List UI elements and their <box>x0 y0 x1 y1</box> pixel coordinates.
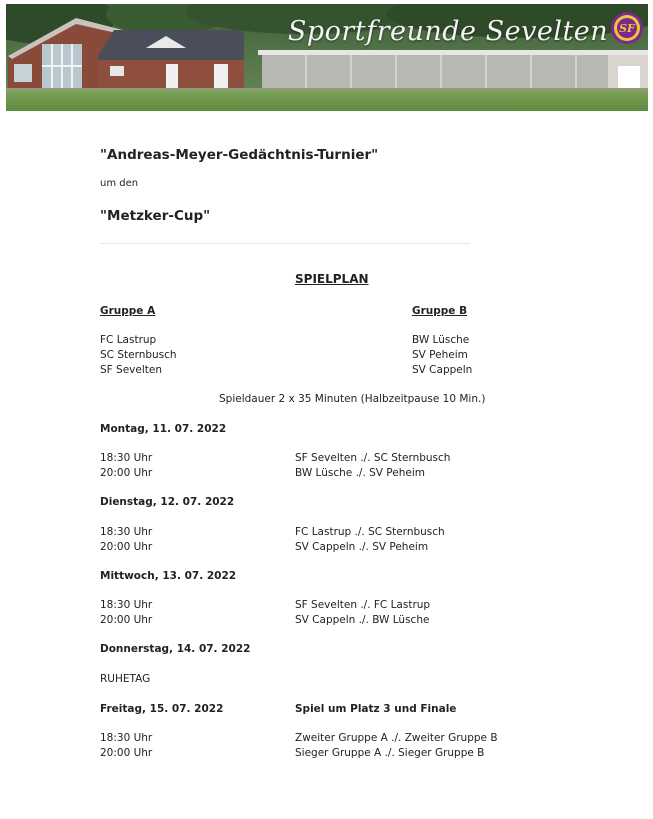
match-time: 18:30 Uhr <box>100 526 153 538</box>
divider <box>100 243 470 244</box>
match-time: 18:30 Uhr <box>100 732 153 744</box>
day-date: Donnerstag, 14. 07. 2022 <box>100 643 251 655</box>
match-pairing: BW Lüsche ./. SV Peheim <box>295 467 425 479</box>
match-time: 20:00 Uhr <box>100 467 153 479</box>
club-name: Sportfreunde Sevelten <box>287 16 609 47</box>
group-b-team: SV Cappeln <box>412 364 473 376</box>
day-date: Mittwoch, 13. 07. 2022 <box>100 570 237 582</box>
match-pairing: SF Sevelten ./. SC Sternbusch <box>295 452 451 464</box>
match-pairing: Sieger Gruppe A ./. Sieger Gruppe B <box>295 747 485 759</box>
cup-name: "Metzker-Cup" <box>100 208 211 224</box>
day-date: Montag, 11. 07. 2022 <box>100 423 227 435</box>
day-date: Freitag, 15. 07. 2022 <box>100 703 224 715</box>
final-subtitle: Spiel um Platz 3 und Finale <box>295 703 457 715</box>
match-time: 18:30 Uhr <box>100 452 153 464</box>
rest-day-note: RUHETAG <box>100 673 151 685</box>
tournament-title: "Andreas-Meyer-Gedächtnis-Turnier" <box>100 147 379 163</box>
group-b-team: SV Peheim <box>412 349 468 361</box>
tournament-connector: um den <box>100 178 139 189</box>
match-pairing: FC Lastrup ./. SC Sternbusch <box>295 526 445 538</box>
group-a-label: Gruppe A <box>100 305 156 317</box>
match-pairing: SF Sevelten ./. FC Lastrup <box>295 599 431 611</box>
match-time: 20:00 Uhr <box>100 541 153 553</box>
match-time: 20:00 Uhr <box>100 747 153 759</box>
day-date: Dienstag, 12. 07. 2022 <box>100 496 235 508</box>
group-a-team: FC Lastrup <box>100 334 157 346</box>
match-time: 20:00 Uhr <box>100 614 153 626</box>
match-pairing: Zweiter Gruppe A ./. Zweiter Gruppe B <box>295 732 498 744</box>
match-pairing: SV Cappeln ./. SV Peheim <box>295 541 429 553</box>
group-a-team: SC Sternbusch <box>100 349 177 361</box>
schedule-heading: SPIELPLAN <box>295 272 369 286</box>
group-b-team: BW Lüsche <box>412 334 470 346</box>
group-b-label: Gruppe B <box>412 305 468 317</box>
group-a-team: SF Sevelten <box>100 364 162 376</box>
match-pairing: SV Cappeln ./. BW Lüsche <box>295 614 430 626</box>
logo-text: SF <box>619 22 635 35</box>
match-time: 18:30 Uhr <box>100 599 153 611</box>
duration-note: Spieldauer 2 x 35 Minuten (Halbzeitpause 10 Min.) <box>219 393 486 405</box>
